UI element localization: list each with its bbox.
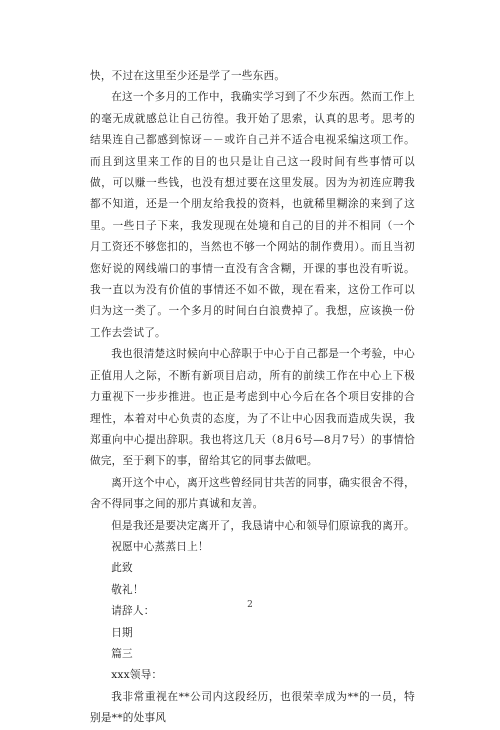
signature-label: 请辞人： (111, 605, 155, 618)
paragraph-resignation-reason: 我也很清楚这时候向中心辞职于中心于自己都是一个考验，中心正值用人之际，不断有新项目启动，所有的前续工作在中心上下极力重视下一步步推进。也正是考虑到中心今后在各个项目安排的合理性，本着对中心负责的态度，为了不让中心因我而造成失误，我郑重向中心提出辞职。我也将这几天（8月6号—8月7号）的事情恰做完，至于剩下的事，留给其它的同事去做吧。 (90, 348, 415, 468)
closing-salutation-1: 此致 (111, 562, 133, 575)
closing-wish: 祝愿中心蒸蒸日上！ (111, 540, 209, 553)
letter-opening-line: 我非常重视在**公司内这段经历，也很荣幸成为**的一员，特别是**的处事风 (90, 690, 415, 725)
paragraph-decision: 但是我还是要决定离开了，我恳请中心和领导们原谅我的离开。 (111, 519, 415, 532)
letter-addressee: xxx领导： (111, 669, 163, 682)
paragraph-farewell: 离开这个中心，离开这些曾经同甘共苦的同事，确实很舍不得，舍不得同事之间的那片真诚和友善。 (90, 476, 415, 511)
paragraph-work-reflection: 在这一个多月的工作中，我确实学习到了不少东西。然而工作上的毫无成就感总让自己彷徨。我开始了思索，认真的思考。思考的结果连自己都感到惊讶－－或许自己并不适合电视采编这项工作。而且到这里来工作的目的也只是让自己这一段时间有些事情可以做，可以赚一些钱，也没有想过要在这里发展。因为为初连应聘我都不知道，还是一个朋友给我投的资料，也就稀里糊涂的来到了这里。一些日子下来，我发现现在处境和自己的目的并不相同（一个月工资还不够您扣的，当然也不够一个网站的制作费用）。而且当初您好说的网线端口的事情一直没有含含糊，开课的事也没有听说。我一直以为没有价值的事情还不如不做，现在看来，这份工作可以归为这一类了。一个多月的时间白白浪费掉了。我想，应该换一份工作去尝试了。 (90, 91, 415, 339)
document-body (90, 66, 415, 730)
date-label: 日期 (111, 626, 133, 639)
section-heading: 篇三 (111, 647, 133, 660)
paragraph-continuation: 快，不过在这里至少还是学了一些东西。 (90, 70, 286, 82)
closing-salutation-2: 敬礼！ (111, 583, 144, 596)
page-number: 2 (247, 600, 253, 610)
